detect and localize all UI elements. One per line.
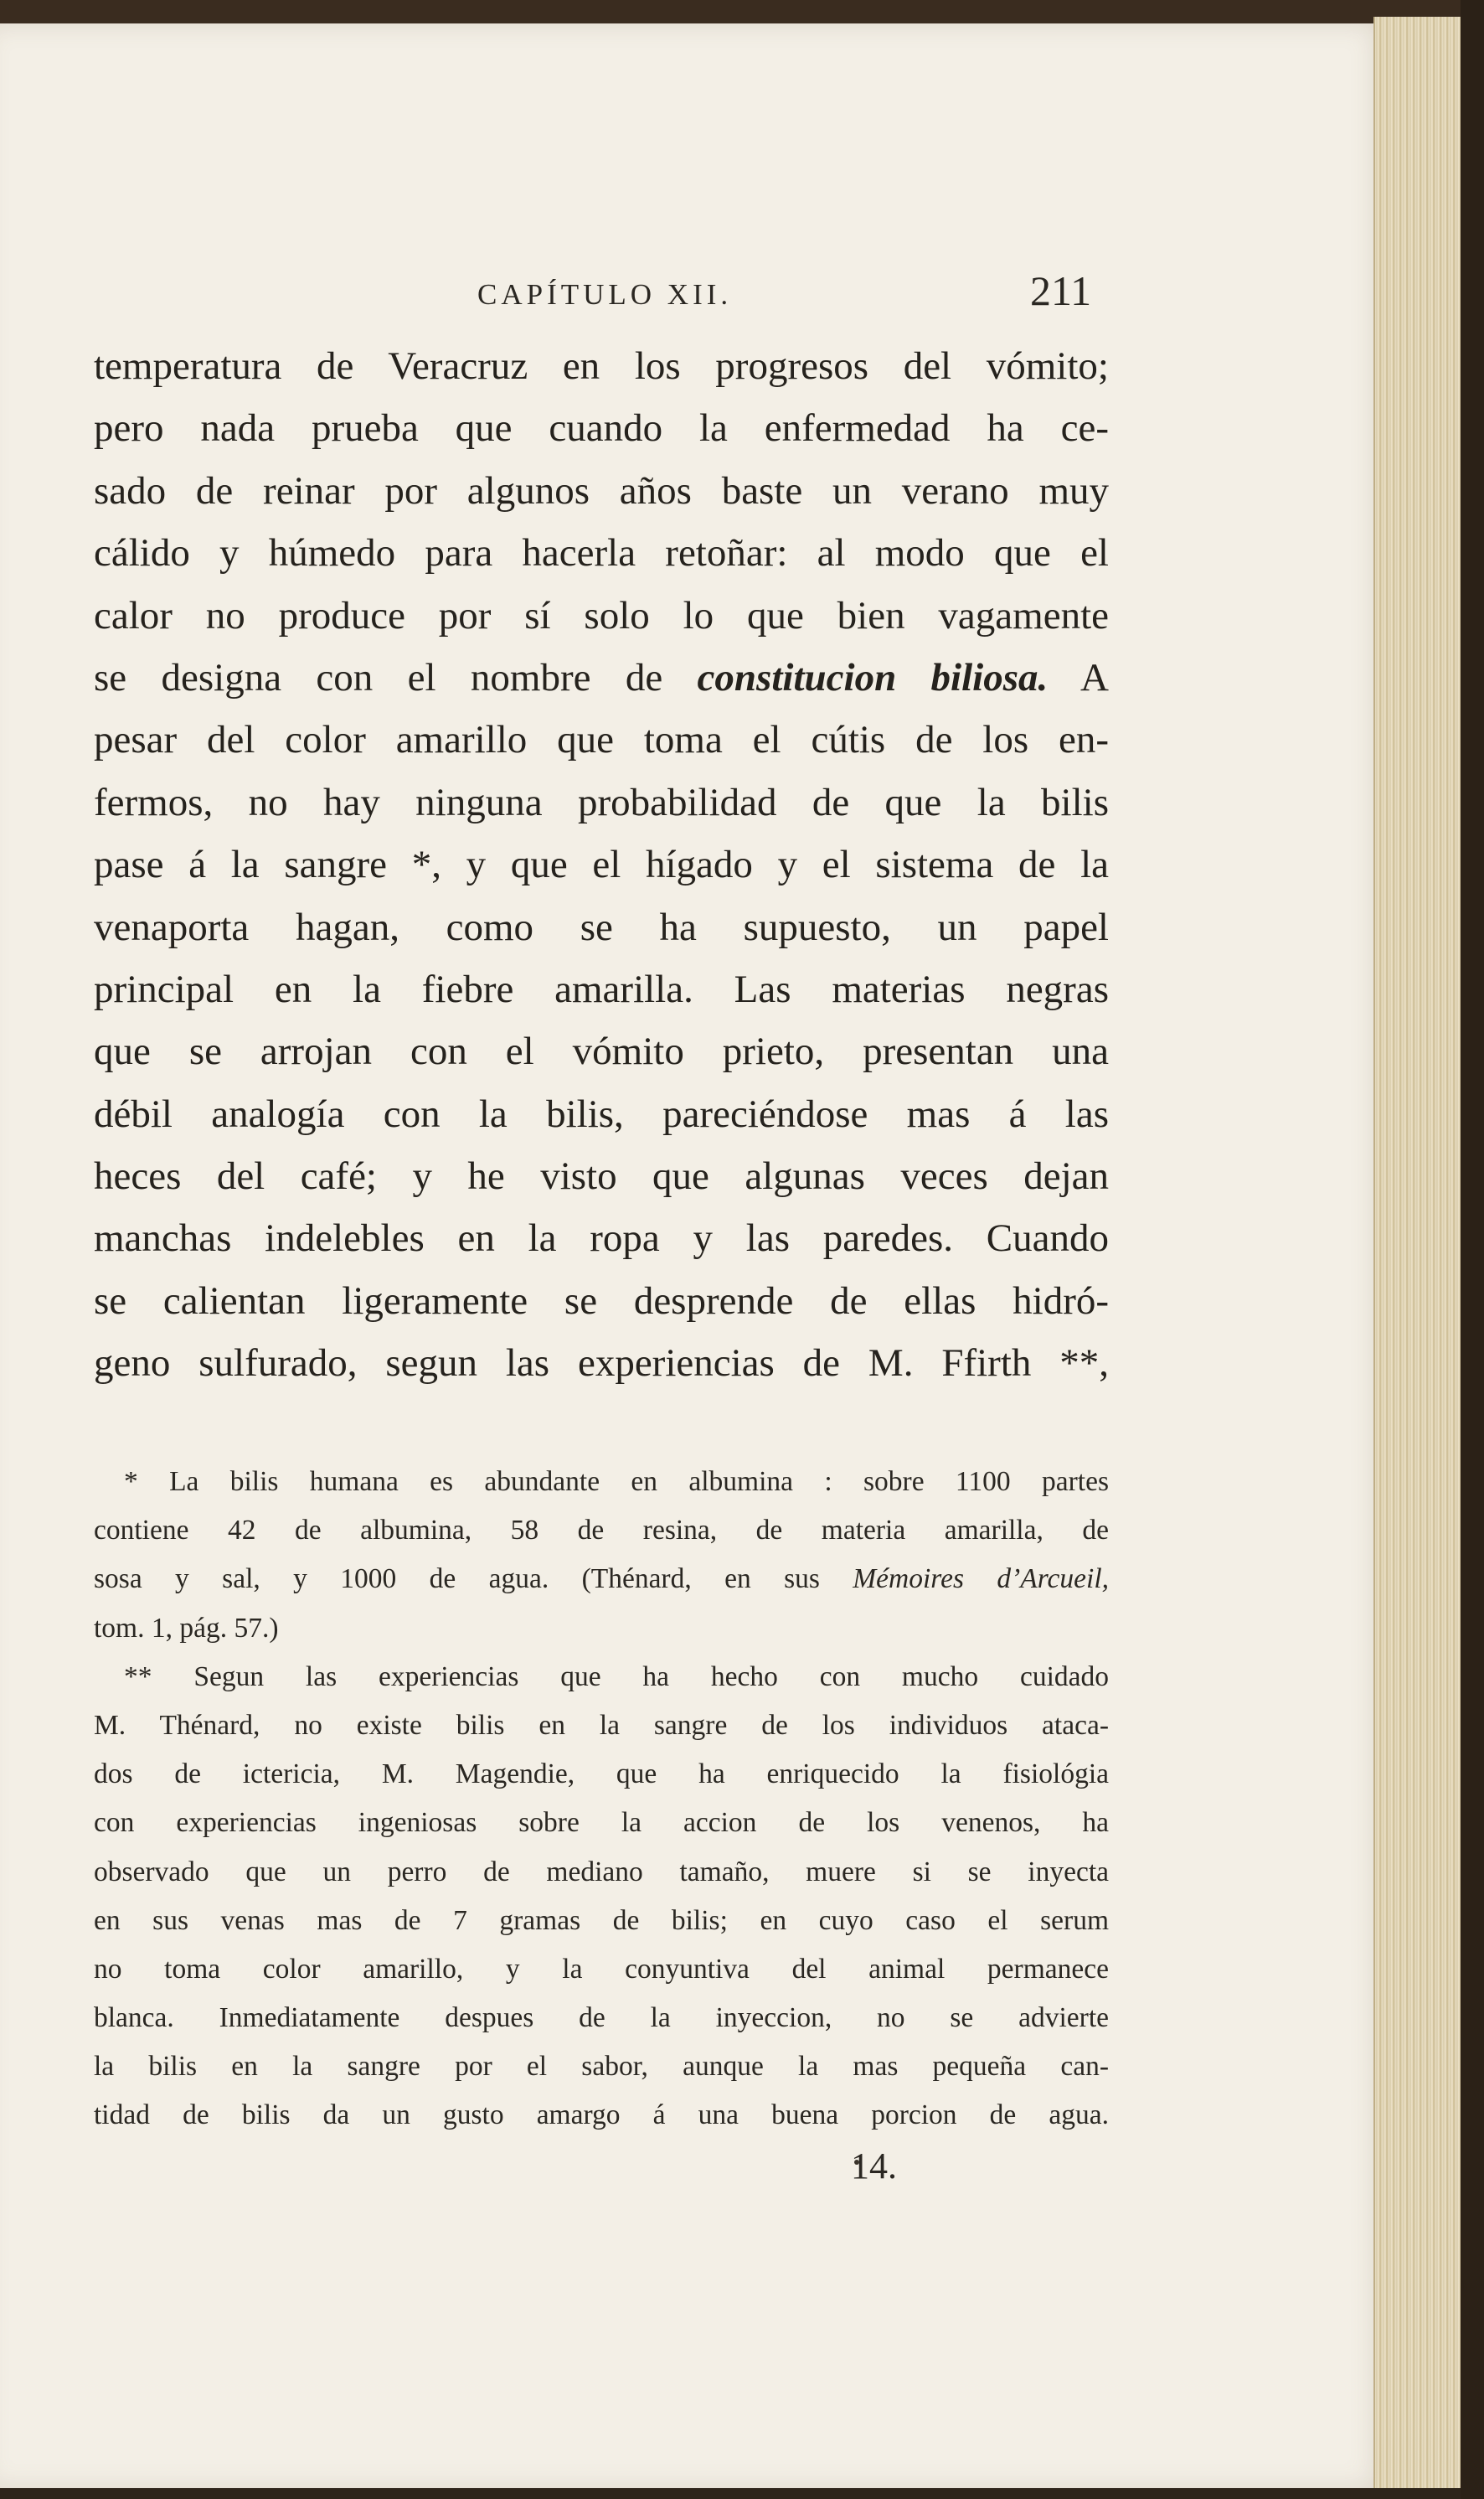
citation-title: Mémoires d’Arcueil, [853,1563,1110,1595]
footnote-2-line: en sus venas mas de 7 gramas de bilis; en cuyo caso el serum [94,1904,1109,1936]
body-text [94,335,1109,1395]
text-fragment: se designa con el nombre de [94,655,663,700]
footnote-1-line: contiene 42 de albumina, 58 de resina, de materia amarilla, de [94,1515,1109,1546]
text-line: pero nada prueba que cuando la enfermedad ha ce- [94,406,1109,451]
footnote-1-line: * La bilis humana es abundante en albumina : sobre 1100 partes [124,1466,1109,1497]
chapter-heading: CAPÍTULO XII. [477,278,733,311]
footnote-2-line: no toma color amarillo, y la conyuntiva del animal permanece [94,1953,1109,1985]
page-number: 211 [1030,267,1092,314]
text-line: pesar del color amarillo que toma el cútis de los en- [94,718,1109,762]
text-line: cálido y húmedo para hacerla retoñar: al modo que el [94,531,1109,576]
footnote-2-line: la bilis en la sangre por el sabor, aunque la mas pequeña can- [94,2051,1109,2083]
footnote-2-line: con experiencias ingeniosas sobre la accion de los venenos, ha [94,1807,1109,1839]
text-line-with-emphasis [94,647,1109,709]
footnote-2-line: tidad de bilis da un gusto amargo á una buena porcion de agua. [94,2099,1109,2131]
footnote-2-line: dos de ictericia, M. Magendie, que ha enriquecido la fisiológia [94,1758,1109,1790]
emphasized-term: constitucion biliosa. [697,655,1049,700]
footnote-1-line [94,1555,1109,1603]
running-head [99,266,1104,317]
footnote-2-line: ** Segun las experiencias que ha hecho con mucho cuidado [124,1660,1109,1692]
text-fragment: sosa y sal, y 1000 de agua. (Thénard, en sus [94,1563,820,1595]
text-fragment: A [1080,655,1109,700]
signature-mark: 14. [851,2145,897,2187]
footnote-2-line: observado que un perro de mediano tamaño, muere si se inyecta [94,1856,1109,1887]
text-line: calor no produce por sí solo lo que bien vagamente [94,593,1109,638]
top-edge-shadow [0,0,1484,25]
footnote-2-line: blanca. Inmediatamente despues de la inyeccion, no se advierte [94,2002,1109,2034]
text-line: venaporta hagan, como se ha supuesto, un papel [94,905,1109,949]
text-line: heces del café; y he visto que algunas veces dejan [94,1154,1109,1199]
text-line: fermos, no hay ninguna probabilidad de que la bilis [94,780,1109,824]
page-fore-edge [1373,17,1474,2488]
text-line: principal en la fiebre amarilla. Las materias negras [94,967,1109,1011]
book-cover-edge [1461,0,1484,2499]
footnotes [94,1458,1109,2140]
text-line: que se arrojan con el vómito prieto, presentan una [94,1030,1109,1074]
text-line: geno sulfurado, segun las experiencias de M. Ffirth **, [94,1341,1109,1386]
text-line: temperatura de Veracruz en los progresos del vómito; [94,344,1109,388]
text-line: sado de reinar por algunos años baste un verano muy [94,468,1109,513]
text-line: débil analogía con la bilis, pareciéndose mas á las [94,1092,1109,1136]
text-line: manchas indelebles en la ropa y las paredes. Cuando [94,1216,1109,1261]
text-line: pase á la sangre *, y que el hígado y el sistema de la [94,843,1109,887]
footnote-1-line: tom. 1, pág. 57.) [94,1612,279,1644]
footnote-2-line: M. Thénard, no existe bilis en la sangre de los individuos ataca- [94,1709,1109,1741]
text-line: se calientan ligeramente se desprende de ellas hidró- [94,1278,1109,1323]
